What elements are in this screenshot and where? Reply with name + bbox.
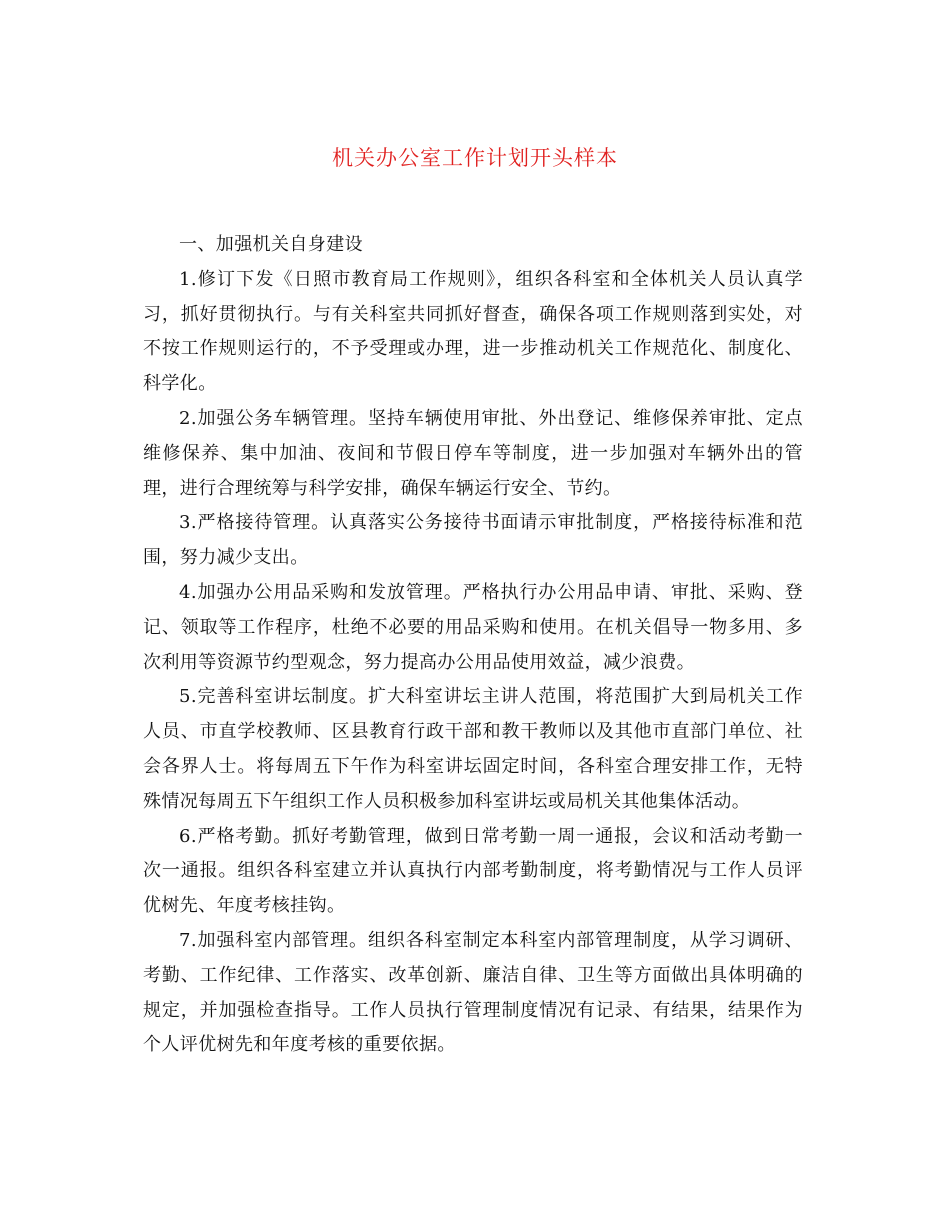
paragraph-2: 2.加强公务车辆管理。坚持车辆使用审批、外出登记、维修保养审批、定点维修保养、集中加油、夜间和节假日停车等制度，进一步加强对车辆外出的管理，进行合理统筹与科学安排，确保车辆运行安全、节约。	[143, 407, 803, 499]
paragraph-5: 5.完善科室讲坛制度。扩大科室讲坛主讲人范围，将范围扩大到局机关工作人员、市直学校教师、区县教育行政干部和教干教师以及其他市直部门单位、社会各界人士。将每周五下午作为科室讲坛固定时间，各科室合理安排工作，无特殊情况每周五下午组织工作人员积极参加科室讲坛或局机关其他集体活动。	[143, 686, 803, 812]
paragraph-6: 6.严格考勤。抓好考勤管理，做到日常考勤一周一通报，会议和活动考勤一次一通报。组织各科室建立并认真执行内部考勤制度，将考勤情况与工作人员评优树先、年度考核挂钩。	[143, 825, 803, 917]
paragraph-3: 3.严格接待管理。认真落实公务接待书面请示审批制度，严格接待标准和范围，努力减少支出。	[143, 512, 803, 569]
document-body	[143, 228, 803, 1063]
section-heading: 一、加强机关自身建设	[179, 234, 363, 255]
paragraph-7: 7.加强科室内部管理。组织各科室制定本科室内部管理制度，从学习调研、考勤、工作纪律、工作落实、改革创新、廉洁自律、卫生等方面做出具体明确的规定，并加强检查指导。工作人员执行管理制度情况有记录、有结果，结果作为个人评优树先和年度考核的重要依据。	[143, 929, 803, 1056]
paragraph-4: 4.加强办公用品采购和发放管理。严格执行办公用品申请、审批、采购、登记、领取等工作程序，杜绝不必要的用品采购和使用。在机关倡导一物多用、多次利用等资源节约型观念，努力提高办公用品使用效益，减少浪费。	[143, 581, 803, 673]
document-title: 机关办公室工作计划开头样本	[332, 146, 618, 170]
paragraph-1: 1.修订下发《日照市教育局工作规则》，组织各科室和全体机关人员认真学习，抓好贯彻执行。与有关科室共同抓好督查，确保各项工作规则落到实处，对不按工作规则运行的，不予受理或办理，进一步推动机关工作规范化、制度化、科学化。	[143, 268, 803, 395]
